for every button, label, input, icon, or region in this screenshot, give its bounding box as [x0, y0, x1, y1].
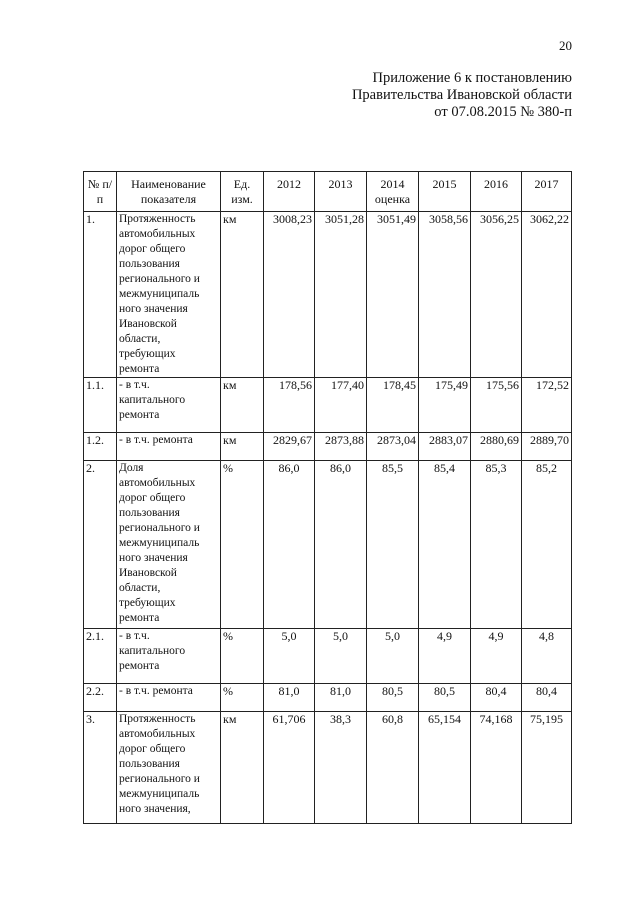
table-row	[84, 378, 572, 433]
row-num: 2.2.	[84, 684, 117, 712]
table-row	[84, 684, 572, 712]
row-value: 2829,67	[264, 433, 315, 461]
row-value: 80,4	[471, 684, 522, 712]
row-value: 4,9	[419, 629, 471, 684]
row-value: 3008,23	[264, 212, 315, 378]
table-row	[84, 629, 572, 684]
row-value: 74,168	[471, 712, 522, 824]
row-value: 3056,25	[471, 212, 522, 378]
row-num: 3.	[84, 712, 117, 824]
row-name: - в т.ч. капитального ремонта	[117, 629, 221, 684]
row-value: 80,4	[522, 684, 572, 712]
row-value: 61,706	[264, 712, 315, 824]
header-year-2012: 2012	[264, 172, 315, 212]
row-unit: %	[221, 629, 264, 684]
row-name: - в т.ч. ремонта	[117, 684, 221, 712]
indicators-table	[83, 171, 572, 824]
row-value: 5,0	[315, 629, 367, 684]
row-num: 2.1.	[84, 629, 117, 684]
row-value: 3062,22	[522, 212, 572, 378]
row-num: 2.	[84, 461, 117, 629]
row-value: 2873,04	[367, 433, 419, 461]
row-value: 3051,49	[367, 212, 419, 378]
row-unit: км	[221, 212, 264, 378]
row-value: 81,0	[315, 684, 367, 712]
table-row	[84, 433, 572, 461]
header-year-2015: 2015	[419, 172, 471, 212]
row-value: 178,45	[367, 378, 419, 433]
row-value: 175,56	[471, 378, 522, 433]
row-num: 1.2.	[84, 433, 117, 461]
row-unit: %	[221, 684, 264, 712]
table-row	[84, 712, 572, 824]
row-name: Протяженность автомобильных дорог общего пользования регионального и межмуниципаль ного значения Ивановской области, требующих ремонта	[117, 212, 221, 378]
row-unit: км	[221, 433, 264, 461]
row-value: 175,49	[419, 378, 471, 433]
appendix-line: Приложение 6 к постановлению	[372, 70, 572, 86]
row-value: 75,195	[522, 712, 572, 824]
row-value: 85,5	[367, 461, 419, 629]
row-num: 1.1.	[84, 378, 117, 433]
row-unit: км	[221, 712, 264, 824]
row-value: 4,8	[522, 629, 572, 684]
row-value: 2883,07	[419, 433, 471, 461]
row-value: 178,56	[264, 378, 315, 433]
row-value: 65,154	[419, 712, 471, 824]
row-value: 2880,69	[471, 433, 522, 461]
header-year-2014: 2014 оценка	[367, 172, 419, 212]
row-num: 1.	[84, 212, 117, 378]
row-value: 3051,28	[315, 212, 367, 378]
appendix-line: от 07.08.2015 № 380-п	[434, 104, 572, 120]
header-year-2017: 2017	[522, 172, 572, 212]
row-value: 80,5	[419, 684, 471, 712]
row-value: 60,8	[367, 712, 419, 824]
table-row	[84, 461, 572, 629]
row-value: 2889,70	[522, 433, 572, 461]
row-value: 4,9	[471, 629, 522, 684]
row-value: 86,0	[315, 461, 367, 629]
row-unit: %	[221, 461, 264, 629]
row-name: Протяженность автомобильных дорог общего пользования регионального и межмуниципаль ного значения,	[117, 712, 221, 824]
row-value: 85,2	[522, 461, 572, 629]
appendix-line: Правительства Ивановской области	[351, 87, 572, 103]
row-unit: км	[221, 378, 264, 433]
row-value: 5,0	[264, 629, 315, 684]
row-value: 86,0	[264, 461, 315, 629]
row-name: - в т.ч. ремонта	[117, 433, 221, 461]
row-value: 5,0	[367, 629, 419, 684]
row-value: 85,4	[419, 461, 471, 629]
header-name: Наименование показателя	[117, 172, 221, 212]
table-header-row	[84, 172, 572, 212]
page-number: 20	[559, 38, 572, 53]
header-unit: Ед. изм.	[221, 172, 264, 212]
row-value: 81,0	[264, 684, 315, 712]
row-value: 85,3	[471, 461, 522, 629]
row-name: Доля автомобильных дорог общего пользования регионального и межмуниципаль ного значения Ивановской области, требующих ремонта	[117, 461, 221, 629]
row-name: - в т.ч. капитального ремонта	[117, 378, 221, 433]
header-year-2016: 2016	[471, 172, 522, 212]
row-value: 3058,56	[419, 212, 471, 378]
row-value: 177,40	[315, 378, 367, 433]
table-row	[84, 212, 572, 378]
header-num: № п/п	[84, 172, 117, 212]
row-value: 38,3	[315, 712, 367, 824]
row-value: 172,52	[522, 378, 572, 433]
row-value: 2873,88	[315, 433, 367, 461]
header-year-2013: 2013	[315, 172, 367, 212]
appendix-reference	[352, 70, 572, 121]
row-value: 80,5	[367, 684, 419, 712]
